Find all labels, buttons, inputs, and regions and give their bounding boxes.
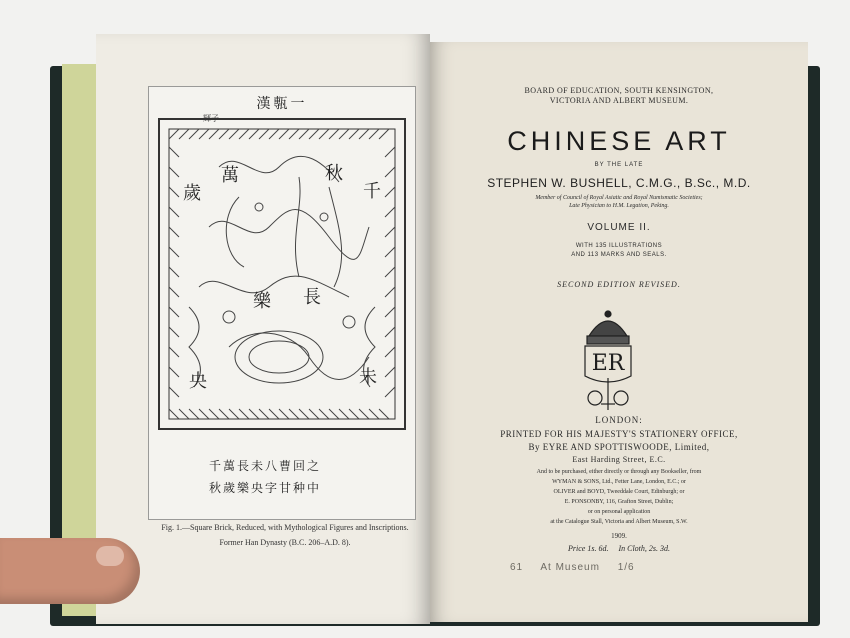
printer-name: By EYRE AND SPOTTISWOODE, Limited, bbox=[528, 442, 710, 452]
inscription-line: 秋歲樂央字甘种中 bbox=[209, 481, 322, 495]
author-name: STEPHEN W. BUSHELL, C.M.G., B.Sc., M.D. bbox=[487, 176, 751, 190]
by-the-late: BY THE LATE bbox=[594, 162, 644, 168]
plate-subtitle: 輝子 bbox=[203, 114, 219, 123]
plate-char: 央 bbox=[189, 371, 207, 392]
brick-plate bbox=[148, 86, 416, 520]
brick-illustration bbox=[149, 87, 415, 519]
hand-thumb bbox=[0, 538, 140, 604]
availability-line: OLIVER and BOYD, Tweeddale Court, Edinburgh; or bbox=[553, 489, 685, 495]
printer-address: East Harding Street, E.C. bbox=[572, 455, 666, 464]
availability-line: And to be purchased, either directly or through any Bookseller, from bbox=[536, 469, 702, 475]
board-heading bbox=[430, 86, 808, 106]
plate-char: 秋 bbox=[325, 163, 343, 184]
plate-title: 漢甎一 bbox=[256, 97, 308, 112]
dynasty-text: Former Han Dynasty (B.C. 206–A.D. 8). bbox=[219, 538, 351, 547]
credential-line: Member of Council of Royal Asiatic and Royal Numismatic Societies; bbox=[535, 195, 703, 201]
availability-line: at the Catalogue Stall, Victoria and Albert Museum, S.W. bbox=[550, 519, 688, 525]
plate-char: 千 bbox=[363, 181, 381, 202]
price-paper: Price 1s. 6d. bbox=[568, 544, 609, 553]
book-title: CHINESE ART bbox=[507, 126, 731, 156]
pencil-notation bbox=[510, 562, 750, 573]
pencil-price: 1/6 bbox=[617, 562, 635, 573]
plate-char: 萬 bbox=[221, 165, 239, 186]
illus-line: AND 113 MARKS AND SEALS. bbox=[571, 252, 667, 258]
plate-char: 長 bbox=[303, 287, 321, 308]
publication-year: 1909. bbox=[611, 532, 627, 540]
plate-char: 未 bbox=[359, 367, 377, 388]
price-cloth: In Cloth, 2s. 3d. bbox=[618, 544, 670, 553]
crest-letters: ER bbox=[591, 351, 625, 376]
caption-text: Fig. 1.—Square Brick, Reduced, with Mythological Figures and Inscriptions. bbox=[161, 523, 409, 532]
volume-label: VOLUME II. bbox=[587, 222, 651, 233]
board-line: VICTORIA AND ALBERT MUSEUM. bbox=[549, 96, 689, 105]
inscription-line: 千萬長未八曹回之 bbox=[209, 459, 322, 473]
availability-line: or on personal application bbox=[587, 509, 651, 515]
availability-line: E. PONSONBY, 116, Grafton Street, Dublin; bbox=[564, 499, 674, 505]
figure-caption bbox=[150, 522, 420, 548]
illustrations-note bbox=[430, 242, 808, 260]
left-page bbox=[96, 34, 430, 624]
pencil-stamp: At Museum bbox=[540, 562, 600, 573]
credential-line: Late Physician to H.M. Legation, Peking. bbox=[569, 203, 669, 209]
plate-char: 歲 bbox=[183, 183, 201, 204]
author-credentials bbox=[430, 194, 808, 210]
plate-char: 樂 bbox=[253, 291, 271, 312]
royal-crest-icon bbox=[575, 306, 641, 416]
imprint-city: LONDON: bbox=[595, 415, 643, 425]
pencil-number: 61 bbox=[510, 562, 524, 573]
board-line: BOARD OF EDUCATION, SOUTH KENSINGTON, bbox=[524, 86, 714, 95]
title-page bbox=[430, 42, 808, 622]
price-line bbox=[430, 544, 808, 553]
availability-line: WYMAN & SONS, Ltd., Fetter Lane, London, E.C.; or bbox=[552, 479, 686, 485]
thumbnail bbox=[96, 546, 124, 566]
illus-line: WITH 135 ILLUSTRATIONS bbox=[575, 243, 663, 249]
edition-label: SECOND EDITION REVISED. bbox=[557, 280, 681, 289]
printed-for: PRINTED FOR HIS MAJESTY'S STATIONERY OFFICE, bbox=[500, 429, 738, 439]
